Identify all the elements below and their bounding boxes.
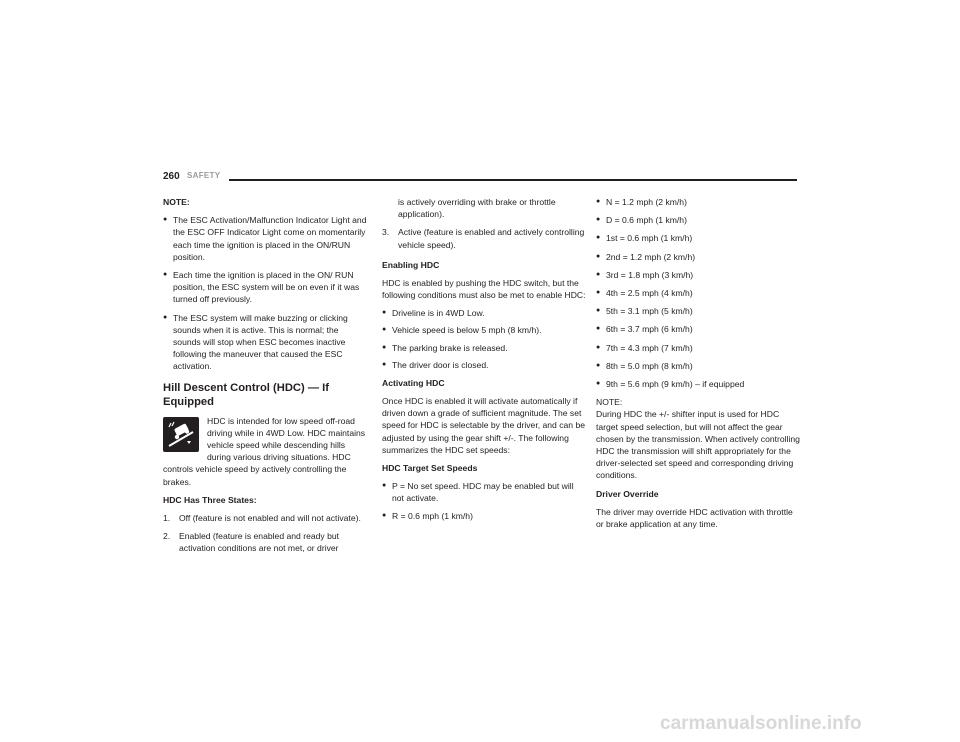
list-item: ● The ESC system will make buzzing or clicking sounds when it is active. This is normal; the sounds will stop when ESC becomes inactive following the maneuver that caused the ESC activation. [163, 312, 368, 373]
page-number: 260 [163, 171, 180, 182]
list-item: ● 2nd = 1.2 mph (2 km/h) [596, 251, 801, 263]
list-item: ● 7th = 4.3 mph (7 km/h) [596, 342, 801, 354]
note-text: During HDC the +/- shifter input is used for HDC target speed selection, but will not affect the gear chosen by the transmission. When actively controlling HDC the transmission will shift appropriately for the driver-selected set speed and corresponding driving conditions. [596, 409, 800, 481]
list-item: ● P = No set speed. HDC may be enabled but will not activate. [382, 480, 587, 504]
list-item [163, 530, 368, 554]
list-item: ● Each time the ignition is placed in the ON/ RUN position, the ESC system will be on even if it was turned off previously. [163, 269, 368, 306]
hdc-intro-block [163, 415, 368, 488]
watermark: carmanualsonline.info [660, 713, 862, 734]
speeds-heading: HDC Target Set Speeds [382, 463, 478, 474]
list-item: ● 4th = 2.5 mph (4 km/h) [596, 287, 801, 299]
list-item: ● 8th = 5.0 mph (8 km/h) [596, 360, 801, 372]
states-heading: HDC Has Three States: [163, 494, 257, 505]
list-item: ● R = 0.6 mph (1 km/h) [382, 510, 587, 522]
enabling-heading: Enabling HDC [382, 259, 440, 270]
list-item: ● 9th = 5.6 mph (9 km/h) – if equipped [596, 378, 801, 390]
activating-text: Once HDC is enabled it will activate automatically if driven down a grade of sufficient magnitude. The set speed for HDC is selectable by the driver, and can be adjusted by using the gear shift +/-. The following summarizes the HDC set speeds: [382, 396, 586, 455]
header-rule [229, 179, 797, 181]
item-number: 3. [382, 227, 390, 238]
list-item: ● 3rd = 1.8 mph (3 km/h) [596, 269, 801, 281]
list-item: ● 1st = 0.6 mph (1 km/h) [596, 232, 801, 244]
hdc-heading: Hill Descent Control (HDC) — If Equipped [163, 381, 329, 408]
item-text: Active (feature is enabled and actively controlling vehicle speed). [398, 227, 585, 250]
activating-heading: Activating HDC [382, 378, 445, 389]
note-label: NOTE: [596, 397, 623, 408]
note-label: NOTE: [163, 197, 190, 207]
override-text: The driver may override HDC activation with throttle or brake application at any time. [596, 506, 793, 529]
override-heading: Driver Override [596, 488, 659, 499]
hdc-intro: HDC is intended for low speed off-road driving while in 4WD Low. HDC maintains vehicle speed while descending hills during various driving situations. HDC controls vehicle speed by actively controlling the brakes. [163, 415, 366, 487]
list-item: ● N = 1.2 mph (2 km/h) [596, 196, 801, 208]
list-item: ● D = 0.6 mph (1 km/h) [596, 214, 801, 226]
list-item [163, 512, 368, 524]
item-number: 1. [163, 513, 171, 524]
column-3 [596, 196, 801, 530]
page-header [163, 171, 797, 187]
list-item: ● Driveline is in 4WD Low. [382, 307, 587, 319]
item-text: Off (feature is not enabled and will not activate). [179, 513, 361, 524]
list-item: ● The driver door is closed. [382, 359, 587, 371]
list-item: ● The ESC Activation/Malfunction Indicator Light and the ESC OFF Indicator Light come on momentarily each time the ignition is placed in the ON/RUN position. [163, 214, 368, 263]
list-item: ● 5th = 3.1 mph (5 km/h) [596, 305, 801, 317]
list-item: ● The parking brake is released. [382, 342, 587, 354]
item-number: 2. [163, 531, 171, 542]
list-item: ● 6th = 3.7 mph (6 km/h) [596, 323, 801, 335]
column-2 [382, 196, 587, 523]
list-item: ● Vehicle speed is below 5 mph (8 km/h). [382, 324, 587, 336]
enabling-text: HDC is enabled by pushing the HDC switch, but the following conditions must also be met to enable HDC: [382, 277, 586, 301]
hdc-indicator-icon [163, 417, 199, 452]
item-text: Enabled (feature is enabled and ready but activation conditions are not met, or driver [179, 531, 340, 554]
section-title: SAFETY [187, 171, 221, 180]
list-item [382, 226, 587, 250]
column-1 [163, 196, 368, 555]
state-2-continued: is actively overriding with brake or throttle application). [398, 197, 556, 220]
